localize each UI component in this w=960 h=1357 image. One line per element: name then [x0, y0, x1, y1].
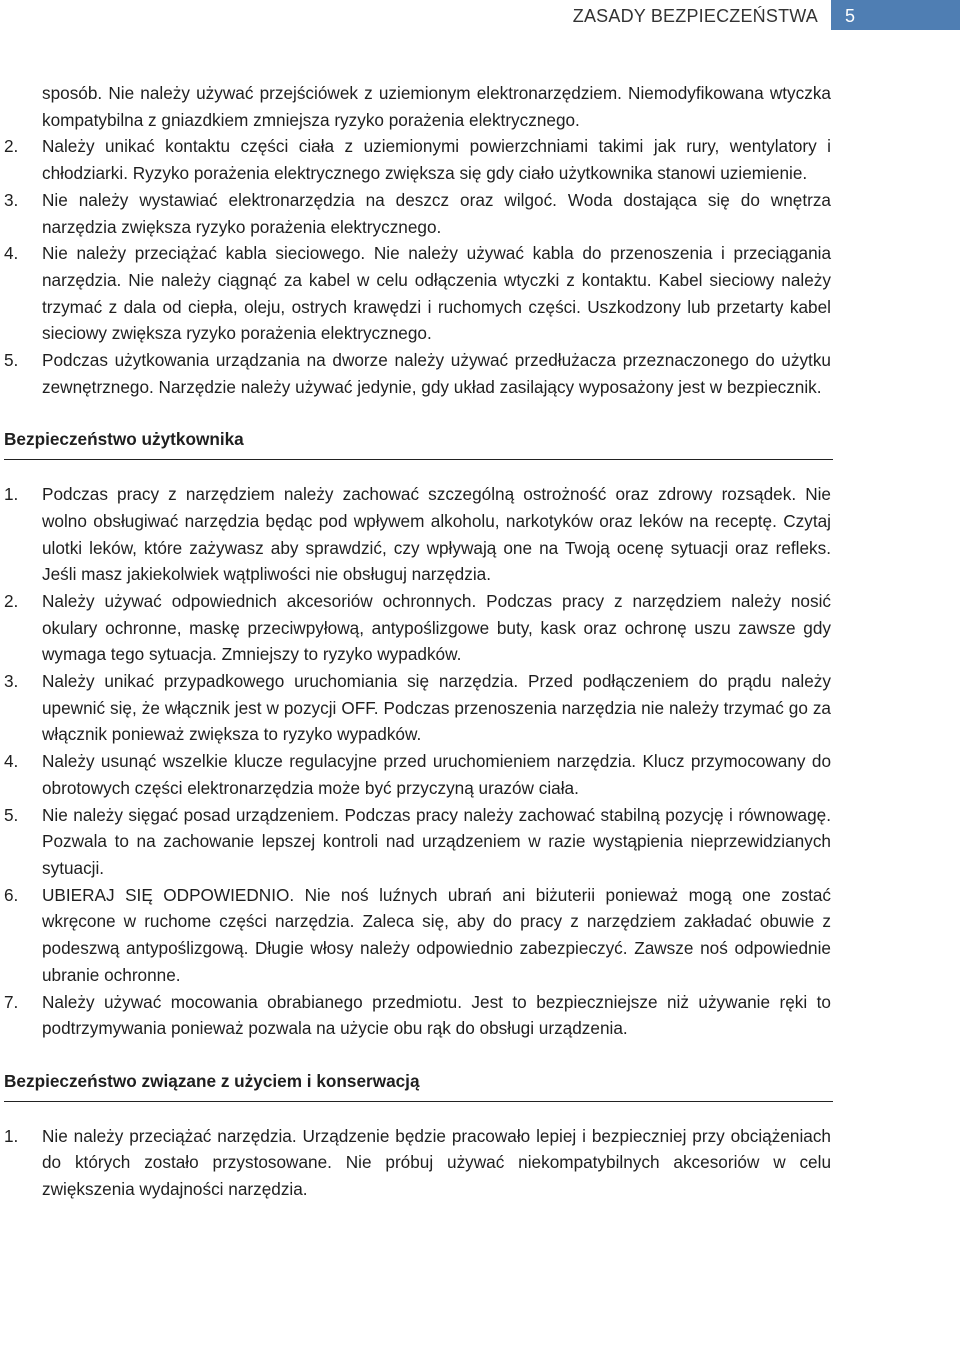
list-item-text: Należy usunąć wszelkie klucze regulacyjne przed uruchomieniem narzędzia. Klucz przymocowany do obrotowych części elektronarzędzia może być przyczyną urazów ciała. [42, 751, 831, 798]
page-number-badge: 5 [831, 0, 960, 30]
list-item [4, 187, 831, 240]
list-item-text: Nie należy wystawiać elektronarzędzia na deszcz oraz wilgoć. Woda dostająca się do wnętrza narzędzia zwiększa ryzyko porażenia elektrycznego. [42, 189, 831, 237]
list-item [4, 1123, 831, 1203]
header-title: ZASADY BEZPIECZEŃSTWA [572, 6, 818, 26]
list-item-number: 1. [4, 1125, 19, 1146]
list-item-text: UBIERAJ SIĘ ODPOWIEDNIO. Nie noś luźnych ubrań ani biżuterii ponieważ mogą one zostać wkręcone w ruchome części narzędzia. Zaleca się, aby do pracy z narzędziem zakładać obuwie z podeszwą antypoślizgową. Długie włosy należy odpowiednio zabezpieczyć. Zawsze noś odpowiednie ubranie ochronne. [42, 884, 831, 985]
list-item-text: Należy używać mocowania obrabianego przedmiotu. Jest to bezpieczniejsze niż używanie ręki to podtrzymywania ponieważ pozwala na użycie obu rąk do obsługi urządzenia. [42, 991, 831, 1039]
use-maintenance-list [4, 1123, 831, 1203]
list-item-number: 3. [4, 189, 19, 210]
section-heading-user-safety: Bezpieczeństwo użytkownika [4, 426, 833, 460]
list-item-text: Należy unikać przypadkowego uruchomiania się narzędzia. Przed podłączeniem do prądu należy upewnić się, że włącznik jest w pozycji OFF. Podczas przenoszenia narzędzia nie należy trzymać go za włącznik ponieważ zwiększa to ryzyko wypadków. [42, 671, 831, 745]
list-item-text: Podczas użytkowania urządzania na dworze należy używać przedłużacza przeznaczonego do użytku zewnętrznego. Narzędzie należy używać jedynie, gdy układ zasilający wyposażony jest w bezpiecznik. [42, 350, 831, 397]
list-item-text: Należy używać odpowiednich akcesoriów ochronnych. Podczas pracy z narzędziem należy nosić okulary ochronne, maskę przeciwpyłową, antypoślizgowe buty, kask oraz ochronę uszu zawsze gdy wymaga tego sytuacja. Zmniejszy to ryzyko wypadków. [42, 590, 831, 665]
list-item-text: Nie należy przeciążać narzędzia. Urządzenie będzie pracowało lepiej i bezpieczniej przy obciążeniach do których zostało przystosowane. Nie próbuj używać niekompatybilnych akcesoriów w celu zwiększenia wydajności narzędzia. [42, 1125, 831, 1200]
list-item [4, 347, 831, 400]
list-item [4, 882, 831, 989]
list-item-number: 4. [4, 751, 19, 772]
list-item-number: 7. [4, 991, 19, 1012]
list-item-text: Należy unikać kontaktu części ciała z uziemionymi powierzchniami takimi jak rury, wentylatory i chłodziarki. Ryzyko porażenia elektrycznego zwiększa się gdy ciało użytkownika stanowi uziemienie. [42, 136, 831, 184]
list-item [4, 989, 831, 1042]
list-item-number: 2. [4, 136, 19, 157]
list-item [4, 588, 831, 668]
document-body [4, 80, 831, 1203]
list-item-number: 5. [4, 350, 19, 371]
section-heading-use-maintenance: Bezpieczeństwo związane z użyciem i konserwacją [4, 1068, 833, 1102]
electrical-safety-list [4, 133, 831, 400]
list-item-number: 6. [4, 884, 19, 905]
list-item [4, 240, 831, 347]
list-item [4, 133, 831, 186]
page-header [0, 0, 960, 32]
list-item-number: 1. [4, 484, 19, 505]
list-item-text: Nie należy przeciążać kabla sieciowego. Nie należy używać kabla do przenoszenia i przeciągania narzędzia. Nie należy ciągnąć za kabel w celu odłączenia wtyczki z kontaktu. Kabel sieciowy należy trzymać z dala od ciepła, oleju, ostrych krawędzi i ruchomych części. Uszkodzony lub przetarty kabel sieciowy zwiększa ryzyko porażenia elektrycznego. [42, 243, 831, 344]
list-item-number: 2. [4, 590, 19, 611]
list-item [4, 668, 831, 748]
list-item-number: 4. [4, 243, 19, 264]
list-item [4, 802, 831, 882]
list-item-number: 3. [4, 671, 19, 692]
list-item-text: Podczas pracy z narzędziem należy zachować szczególną ostrożność oraz zdrowy rozsądek. Nie wolno obsługiwać narzędzia będąc pod wpływem alkoholu, narkotyków oraz leków na receptę. Czytaj ulotki leków, które zażywasz aby sprawdzić, czy wpływają one na Twoją ocenę sytuacji oraz refleks. Jeśli masz jakiekolwiek wątpliwości nie obsługuj narzędzia. [42, 484, 831, 585]
list-item-text: Nie należy sięgać posad urządzeniem. Podczas pracy należy zachować stabilną pozycję i równowagę. Pozwala to na zachowanie lepszej kontroli nad urządzeniem w razie wystąpienia nieprzewidzianych sytuacji. [42, 804, 831, 878]
user-safety-list [4, 481, 831, 1042]
list-item [4, 748, 831, 801]
intro-continuation: sposób. Nie należy używać przejściówek z uziemionym elektronarzędziem. Niemodyfikowana wtyczka kompatybilna z gniazdkiem zmniejsza ryzyko porażenia elektrycznego. [42, 83, 831, 130]
list-item-number: 5. [4, 804, 19, 825]
list-item [4, 481, 831, 588]
